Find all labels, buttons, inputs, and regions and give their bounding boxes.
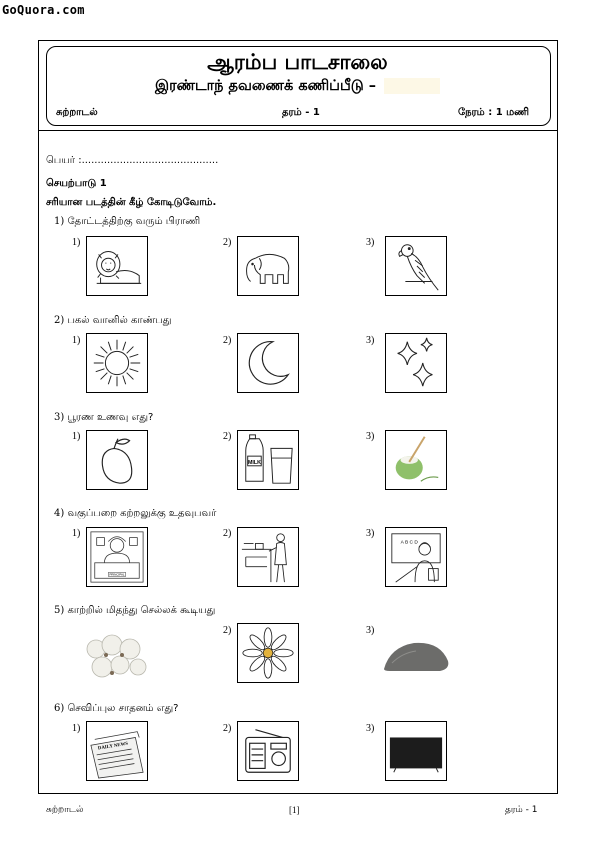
question-5 bbox=[54, 605, 215, 617]
board-letters: A B C D bbox=[400, 540, 418, 546]
cook-image[interactable] bbox=[237, 527, 299, 587]
school-title: ஆரம்ப பாடசாலை bbox=[207, 50, 388, 74]
option-label: 2) bbox=[223, 237, 232, 248]
question-text: வகுப்பறை கற்றலுக்கு உதவுபவர் bbox=[67, 508, 217, 519]
stone-image[interactable] bbox=[378, 623, 454, 683]
footer-subject: சுற்றாடல் bbox=[46, 805, 84, 815]
option-label: 3) bbox=[366, 528, 375, 539]
question-number: 4) bbox=[54, 508, 65, 519]
year-highlight bbox=[384, 78, 440, 94]
milk-label: MILK bbox=[247, 459, 261, 466]
question-text: தோட்டத்திற்கு வரும் பிராணி bbox=[67, 216, 201, 227]
moon-image[interactable] bbox=[237, 333, 299, 393]
option-label: 2) bbox=[223, 625, 232, 636]
sun-image[interactable] bbox=[86, 333, 148, 393]
question-number: 3) bbox=[54, 412, 65, 423]
parrot-image[interactable] bbox=[385, 236, 447, 296]
milk-image[interactable] bbox=[237, 430, 299, 490]
exam-title-text: இரண்டாந் தவணைக் கணிப்பீடு – bbox=[155, 78, 376, 94]
question-number: 2) bbox=[54, 315, 65, 326]
television-image[interactable] bbox=[385, 721, 447, 781]
option-label: 3) bbox=[366, 723, 375, 734]
page-number: [1] bbox=[289, 805, 300, 815]
principal-image[interactable] bbox=[86, 527, 148, 587]
option-label: 3) bbox=[366, 237, 375, 248]
question-text: பகல் வானில் காண்பது bbox=[67, 315, 172, 326]
exam-title bbox=[46, 78, 549, 96]
option-label: 3) bbox=[366, 335, 375, 346]
subject-label: சுற்றாடல் bbox=[56, 107, 98, 118]
question-number: 6) bbox=[54, 703, 65, 714]
mango-image[interactable] bbox=[86, 430, 148, 490]
question-6 bbox=[54, 703, 179, 715]
header-divider bbox=[38, 130, 557, 131]
option-label: 2) bbox=[223, 723, 232, 734]
option-label: 2) bbox=[223, 335, 232, 346]
option-label: 1) bbox=[72, 528, 81, 539]
option-label: 1) bbox=[72, 723, 81, 734]
question-3 bbox=[54, 412, 153, 424]
option-label: 3) bbox=[366, 625, 375, 636]
watermark: GoQuora.com bbox=[2, 3, 85, 17]
elephant-image[interactable] bbox=[237, 236, 299, 296]
question-number: 5) bbox=[54, 605, 65, 616]
option-label: 2) bbox=[223, 528, 232, 539]
question-2 bbox=[54, 315, 171, 327]
newspaper-image[interactable] bbox=[86, 721, 148, 781]
question-text: காற்றில் மிதந்து செல்லக் கூடியது bbox=[67, 605, 216, 616]
activity-title: செயற்பாடு 1 bbox=[46, 178, 107, 189]
instruction: சரியான படத்தின் கீழ் கோடிடுவோம். bbox=[46, 197, 217, 208]
name-field[interactable]: பெயர் :........................................... bbox=[46, 155, 219, 166]
principal-label: PRINCIPAL bbox=[109, 572, 125, 577]
question-4 bbox=[54, 508, 216, 520]
option-label: 3) bbox=[366, 431, 375, 442]
question-number: 1) bbox=[54, 216, 65, 227]
question-text: பூரண உணவு எது? bbox=[67, 412, 154, 423]
teacher-image[interactable] bbox=[385, 527, 447, 587]
newspaper-headline: DAILY NEWS bbox=[97, 741, 129, 752]
grade-label: தரம் - 1 bbox=[282, 107, 320, 118]
footer-grade: தரம் - 1 bbox=[505, 805, 538, 815]
question-text: செவிப்புல சாதனம் எது? bbox=[67, 703, 179, 714]
option-label: 2) bbox=[223, 431, 232, 442]
coconut-image[interactable] bbox=[385, 430, 447, 490]
cotton-image[interactable] bbox=[80, 623, 152, 683]
stars-image[interactable] bbox=[385, 333, 447, 393]
flower-image[interactable] bbox=[237, 623, 299, 683]
option-label: 1) bbox=[72, 431, 81, 442]
option-label: 1) bbox=[72, 237, 81, 248]
lion-image[interactable] bbox=[86, 236, 148, 296]
option-label: 1) bbox=[72, 335, 81, 346]
question-1 bbox=[54, 216, 200, 228]
time-label: நேரம் : 1 மணி bbox=[458, 107, 530, 118]
radio-image[interactable] bbox=[237, 721, 299, 781]
